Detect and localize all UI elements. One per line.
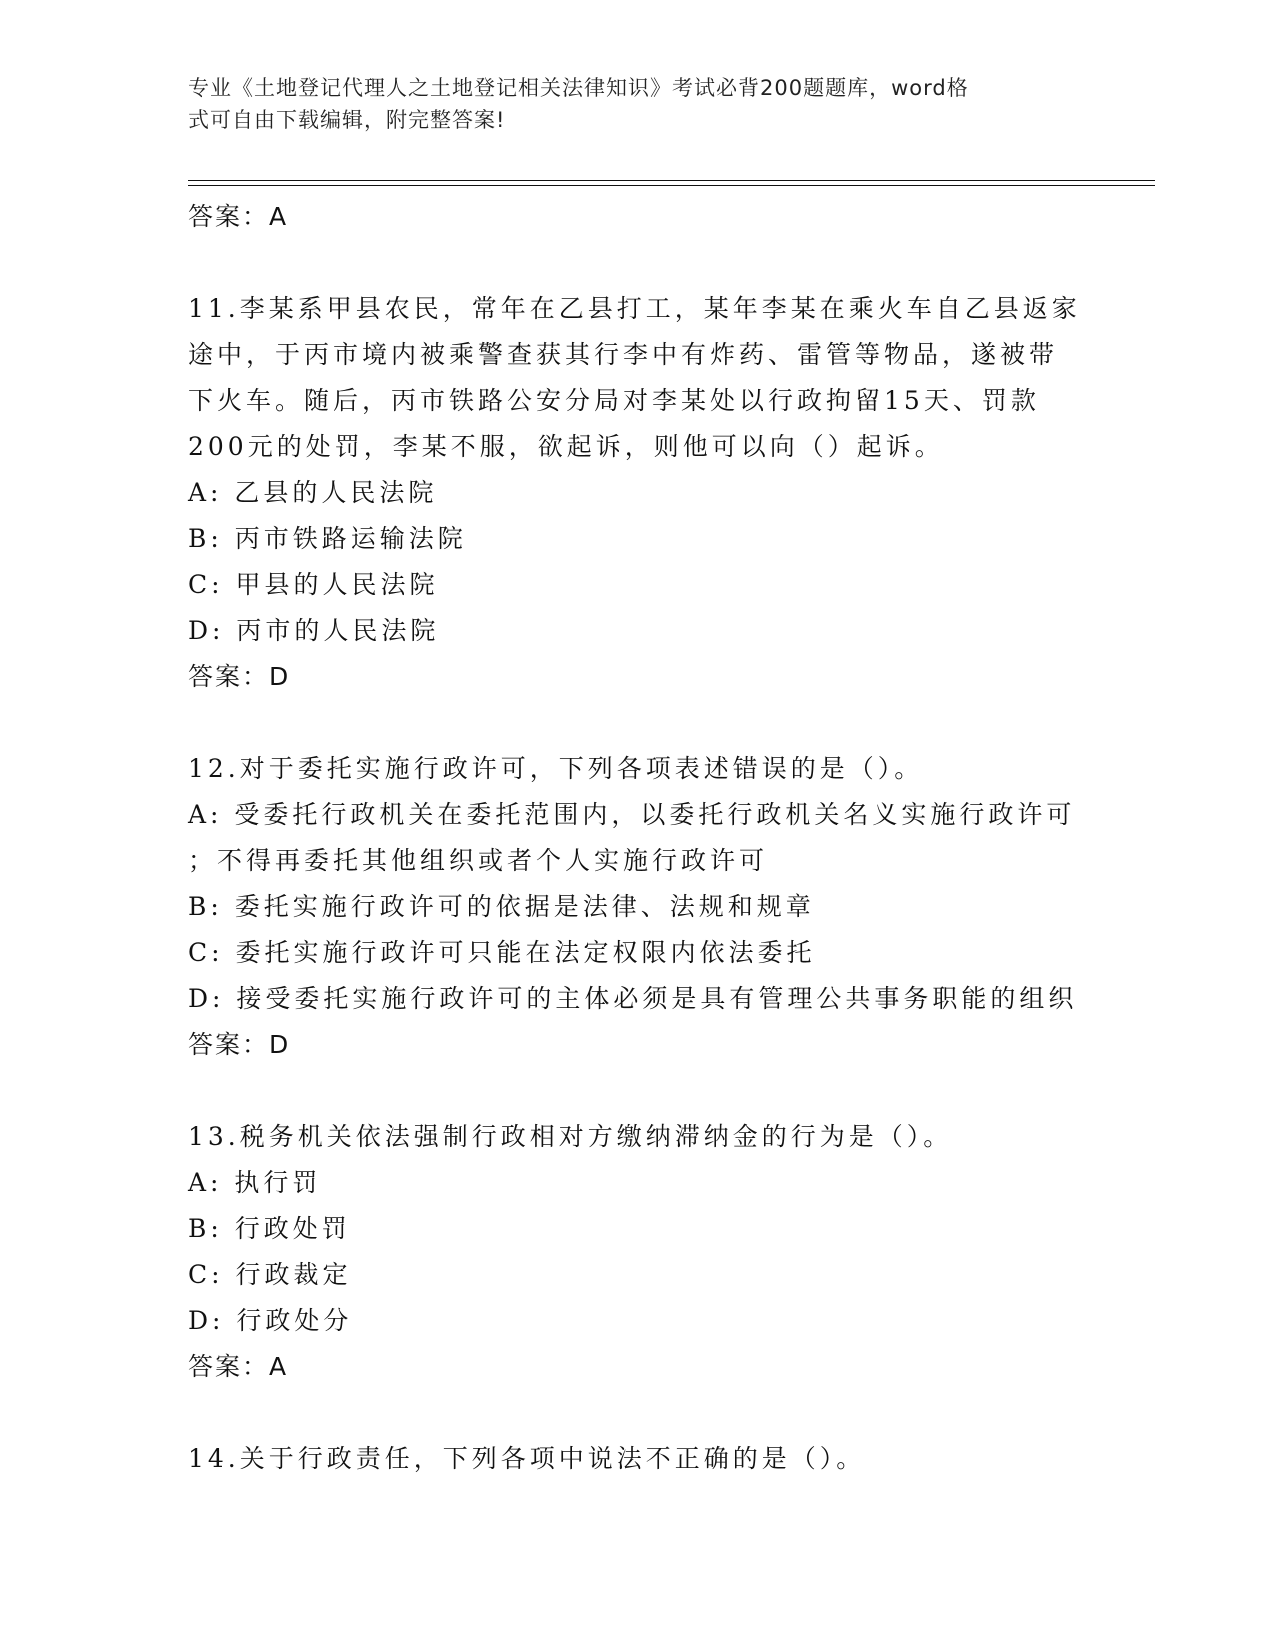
question-text-line: 13.税务机关依法强制行政相对方缴纳滞纳金的行为是（）。 bbox=[188, 1122, 953, 1151]
question-text-line: 下火车。随后，丙市铁路公安分局对李某处以行政拘留15天、罚款 bbox=[188, 386, 1040, 415]
option-d: D: 行政处分 bbox=[188, 1306, 353, 1335]
option-a: A: 乙县的人民法院 bbox=[188, 478, 438, 507]
question-13 bbox=[188, 1114, 1088, 1390]
header-line-1: 专业《土地登记代理人之土地登记相关法律知识》考试必背200题题库，word格 bbox=[188, 76, 969, 100]
option-a: A: 执行罚 bbox=[188, 1168, 322, 1197]
option-d: D: 丙市的人民法院 bbox=[188, 616, 440, 645]
option-b: B: 行政处罚 bbox=[188, 1214, 351, 1243]
header-rule-thin bbox=[188, 185, 1155, 186]
answer-line: 答案：D bbox=[188, 662, 291, 691]
option-b: B: 丙市铁路运输法院 bbox=[188, 524, 467, 553]
answer-line: 答案：A bbox=[188, 1352, 289, 1381]
document-header bbox=[188, 72, 1068, 136]
option-d: D: 接受委托实施行政许可的主体必须是具有管理公共事务职能的组织 bbox=[188, 984, 1078, 1013]
question-text-line: 12.对于委托实施行政许可，下列各项表述错误的是（）。 bbox=[188, 754, 924, 783]
header-line-2: 式可自由下载编辑，附完整答案! bbox=[188, 108, 506, 132]
question-text-line: 途中，于丙市境内被乘警查获其行李中有炸药、雷管等物品，遂被带 bbox=[188, 340, 1059, 369]
option-a: A: 受委托行政机关在委托范围内，以委托行政机关名义实施行政许可 bbox=[188, 800, 1076, 829]
question-14 bbox=[188, 1436, 1088, 1482]
question-11 bbox=[188, 286, 1088, 700]
question-12 bbox=[188, 746, 1088, 1068]
question-text-line: 14.关于行政责任，下列各项中说法不正确的是（）。 bbox=[188, 1444, 866, 1473]
option-c: C: 甲县的人民法院 bbox=[188, 570, 439, 599]
answer-line: 答案：A bbox=[188, 202, 289, 231]
option-c: C: 委托实施行政许可只能在法定权限内依法委托 bbox=[188, 938, 816, 967]
option-b: B: 委托实施行政许可的依据是法律、法规和规章 bbox=[188, 892, 815, 921]
question-text-line: 11.李某系甲县农民，常年在乙县打工，某年李某在乘火车自乙县返家 bbox=[188, 294, 1081, 323]
answer-line: 答案：D bbox=[188, 1030, 291, 1059]
option-c: C: 行政裁定 bbox=[188, 1260, 352, 1289]
question-list bbox=[188, 190, 1088, 1482]
question-text-line: 200元的处罚，李某不服，欲起诉，则他可以向（）起诉。 bbox=[188, 432, 944, 461]
header-rule-thick bbox=[188, 180, 1155, 181]
option-a-continued: ；不得再委托其他组织或者个人实施行政许可 bbox=[188, 846, 769, 875]
